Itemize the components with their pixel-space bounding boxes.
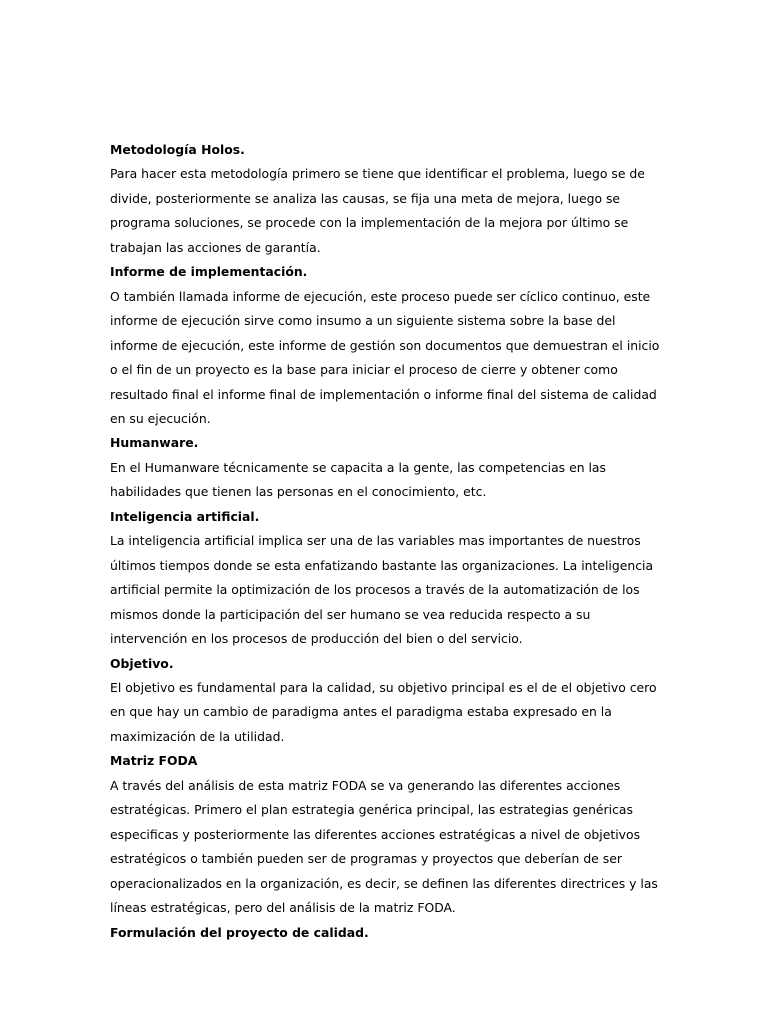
section-title: Informe de implementación. (110, 264, 308, 280)
section-title: Formulación del proyecto de calidad. (110, 924, 369, 940)
section-title: Matriz FODA (110, 753, 198, 769)
section-title: Humanware. (110, 435, 199, 451)
section-body: O también llamada informe de ejecución, este proceso puede ser cíclico continuo, este informe de ejecución sirve como insumo a un siguiente sistema sobre la base del informe de ejecución, este informe de gestión son documentos que demuestran el inicio o el fin de un proyecto es la base para iniciar el proceso de cierre y obtener como resultado final el informe final de implementación o informe final del sistema de calidad en su ejecución. (110, 288, 660, 426)
section-matriz-foda (110, 749, 662, 920)
section-informe-implementacion (110, 260, 662, 431)
section-objetivo (110, 652, 662, 750)
document-page (110, 138, 662, 945)
section-formulacion-proyecto (110, 921, 662, 945)
section-inteligencia-artificial (110, 505, 662, 652)
section-body: El objetivo es fundamental para la calidad, su objetivo principal es el de el objetivo cero en que hay un cambio de paradigma antes el paradigma estaba expresado en la maximización de la utilidad. (110, 679, 657, 744)
section-title: Metodología Holos. (110, 142, 245, 157)
section-title: Objetivo. (110, 655, 174, 671)
section-humanware (110, 431, 662, 504)
section-metodologia-holos (110, 138, 662, 260)
section-body: A través del análisis de esta matriz FODA se va generando las diferentes acciones estratégicas. Primero el plan estrategia genérica principal, las estrategias genéricas especificas y posteriormente las diferentes acciones estratégicas a nivel de objetivos estratégicos o también pueden ser de programas y proyectos que deberían de ser operacionalizados en la organización, es decir, se definen las diferentes directrices y las líneas estratégicas, pero del análisis de la matriz FODA. (110, 777, 658, 916)
section-body: La inteligencia artificial implica ser una de las variables mas importantes de nuestros últimos tiempos donde se esta enfatizando bastante las organizaciones. La inteligencia artificial permite la optimización de los procesos a través de la automatización de los mismos donde la participación del ser humano se vea reducida respecto a su intervención en los procesos de producción del bien o del servicio. (110, 533, 654, 647)
section-body: En el Humanware técnicamente se capacita a la gente, las competencias en las habilidades que tienen las personas en el conocimiento, etc. (110, 459, 606, 500)
section-body: Para hacer esta metodología primero se tiene que identificar el problema, luego se de divide, posteriormente se analiza las causas, se fija una meta de mejora, luego se programa soluciones, se procede con la implementación de la mejora por último se trabajan las acciones de garantía. (110, 166, 645, 255)
section-title: Inteligencia artificial. (110, 508, 260, 524)
